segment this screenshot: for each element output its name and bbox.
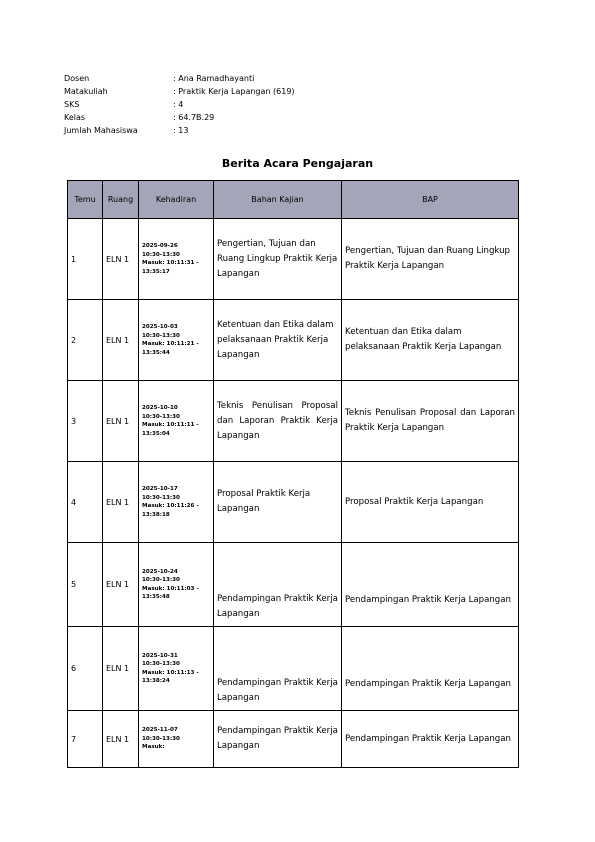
bahan-kajian-cell: Pengertian, Tujuan dan Ruang Lingkup Praktik Kerja Lapangan (214, 219, 342, 300)
kehadiran-cell (139, 711, 214, 768)
kehadiran-time: 10:30-13:30 (142, 735, 180, 742)
kehadiran-masuk: Masuk: 10:11:26 - (142, 503, 199, 509)
ruang-cell: ELN 1 (103, 381, 139, 462)
bahan-kajian-cell: Ketentuan dan Etika dalam pelaksanaan Praktik Kerja Lapangan (214, 300, 342, 381)
ruang-cell: ELN 1 (103, 711, 139, 768)
sks-value: : 4 (173, 100, 184, 109)
bahan-kajian-cell: Pendampingan Praktik Kerja Lapangan (214, 711, 342, 768)
sks-row (64, 98, 295, 111)
kehadiran-cell (139, 300, 214, 381)
col-temu-header: Temu (68, 181, 103, 219)
kehadiran-masuk: Masuk: (142, 744, 165, 751)
kehadiran-keluar: 13:35:44 (142, 349, 170, 356)
bap-cell: Pendampingan Praktik Kerja Lapangan (342, 543, 519, 627)
col-bahan-kajian-header: Bahan Kajian (214, 181, 342, 219)
bap-cell: Proposal Praktik Kerja Lapangan (342, 462, 519, 543)
kehadiran-cell (139, 462, 214, 543)
ruang-cell: ELN 1 (103, 300, 139, 381)
kehadiran-time: 10:30-13:30 (142, 413, 180, 420)
kehadiran-time: 10:30-13:30 (142, 661, 180, 667)
kehadiran-date: 2025-10-10 (142, 405, 178, 411)
temu-cell: 6 (68, 627, 103, 711)
col-bap-header: BAP (342, 181, 519, 219)
table-row (68, 300, 519, 381)
table-row (68, 627, 519, 711)
kehadiran-keluar: 13:35:48 (142, 594, 170, 600)
table-header-row (68, 181, 519, 219)
dosen-row (64, 72, 295, 85)
ruang-cell: ELN 1 (103, 462, 139, 543)
temu-cell: 1 (68, 219, 103, 300)
ruang-cell: ELN 1 (103, 543, 139, 627)
bahan-kajian-cell: Pendampingan Praktik Kerja Lapangan (214, 543, 342, 627)
kehadiran-masuk: Masuk: 10:11:13 - (142, 669, 199, 676)
kehadiran-keluar: 13:38:24 (142, 678, 170, 684)
kehadiran-cell (139, 543, 214, 627)
table-row (68, 219, 519, 300)
bap-cell: Pengertian, Tujuan dan Ruang Lingkup Praktik Kerja Lapangan (342, 219, 519, 300)
kehadiran-date: 2025-10-24 (142, 568, 178, 575)
kehadiran-date: 2025-10-03 (142, 324, 178, 330)
matakuliah-row (64, 85, 295, 98)
kehadiran-keluar: 13:38:18 (142, 511, 170, 518)
kehadiran-masuk: Masuk: 10:11:03 - (142, 585, 199, 592)
bap-table (67, 180, 519, 768)
temu-cell: 2 (68, 300, 103, 381)
bahan-kajian-cell: Teknis Penulisan Proposal dan Laporan Praktik Kerja Lapangan (214, 381, 342, 462)
jumlah-mahasiswa-row (64, 124, 295, 137)
dosen-label: Dosen (64, 74, 90, 83)
kehadiran-cell (139, 219, 214, 300)
col-kehadiran-header: Kehadiran (139, 181, 214, 219)
col-ruang-header: Ruang (103, 181, 139, 219)
table-row (68, 381, 519, 462)
matakuliah-label: Matakuliah (64, 87, 108, 96)
temu-cell: 3 (68, 381, 103, 462)
kehadiran-masuk: Masuk: 10:11:31 - (142, 260, 199, 266)
kehadiran-keluar: 13:35:17 (142, 268, 170, 275)
kelas-row (64, 111, 295, 124)
kehadiran-date: 2025-09-26 (142, 243, 178, 249)
bahan-kajian-cell: Proposal Praktik Kerja Lapangan (214, 462, 342, 543)
kehadiran-date: 2025-11-07 (142, 727, 178, 734)
kehadiran-time: 10:30-13:30 (142, 332, 180, 339)
temu-cell: 5 (68, 543, 103, 627)
ruang-cell: ELN 1 (103, 627, 139, 711)
jumlah-mahasiswa-label: Jumlah Mahasiswa (64, 126, 138, 135)
bap-cell: Ketentuan dan Etika dalam pelaksanaan Praktik Kerja Lapangan (342, 300, 519, 381)
table-row (68, 543, 519, 627)
sks-label: SKS (64, 100, 80, 109)
jumlah-mahasiswa-value: : 13 (173, 126, 189, 135)
kehadiran-masuk: Masuk: 10:11:21 - (142, 341, 199, 347)
bap-cell: Pendampingan Praktik Kerja Lapangan (342, 627, 519, 711)
temu-cell: 4 (68, 462, 103, 543)
kehadiran-date: 2025-10-17 (142, 486, 178, 492)
kehadiran-time: 10:30-13:30 (142, 494, 180, 501)
table-row (68, 711, 519, 768)
kehadiran-masuk: Masuk: 10:11:11 - (142, 422, 199, 428)
kehadiran-time: 10:30-13:30 (142, 577, 180, 583)
kelas-label: Kelas (64, 113, 86, 122)
kehadiran-date: 2025-10-31 (142, 652, 178, 659)
bap-cell: Teknis Penulisan Proposal dan Laporan Praktik Kerja Lapangan (342, 381, 519, 462)
temu-cell: 7 (68, 711, 103, 768)
table-row (68, 462, 519, 543)
dosen-value: : Ana Ramadhayanti (173, 74, 255, 83)
kehadiran-cell (139, 381, 214, 462)
course-info (64, 72, 295, 137)
kehadiran-time: 10:30-13:30 (142, 251, 180, 258)
matakuliah-value: : Praktik Kerja Lapangan (619) (173, 87, 295, 96)
kelas-value: : 64.7B.29 (173, 113, 215, 122)
page-title: Berita Acara Pengajaran (221, 157, 374, 170)
bahan-kajian-cell: Pendampingan Praktik Kerja Lapangan (214, 627, 342, 711)
bap-cell: Pendampingan Praktik Kerja Lapangan (342, 711, 519, 768)
ruang-cell: ELN 1 (103, 219, 139, 300)
kehadiran-keluar: 13:35:04 (142, 430, 170, 437)
kehadiran-cell (139, 627, 214, 711)
